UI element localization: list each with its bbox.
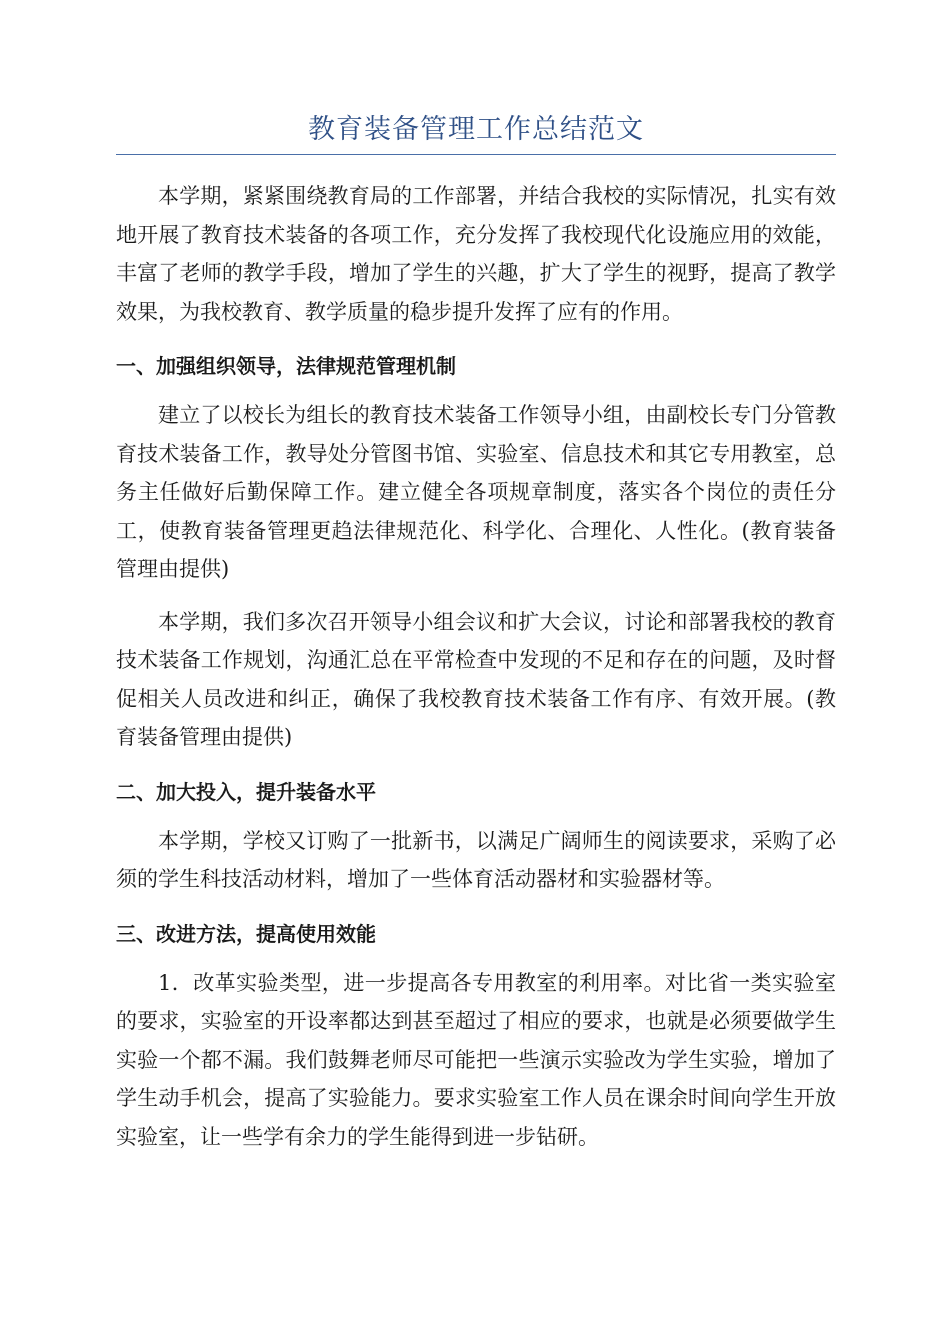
intro-paragraph: 本学期，紧紧围绕教育局的工作部署，并结合我校的实际情况，扎实有效地开展了教育技术装备的各项工作，充分发挥了我校现代化设施应用的效能，丰富了老师的教学手段，增加了学生的兴趣，扩大了学生的视野，提高了教学效果，为我校教育、教学质量的稳步提升发挥了应有的作用。 xyxy=(116,184,836,324)
section-heading-3: 三、改进方法，提高使用效能 xyxy=(116,921,376,946)
section-1-paragraph-2: 本学期，我们多次召开领导小组会议和扩大会议，讨论和部署我校的教育技术装备工作规划，沟通汇总在平常检查中发现的不足和存在的问题，及时督促相关人员改进和纠正，确保了我校教育技术装备工作有序、有效开展。(教育装备管理由提供) xyxy=(116,609,836,749)
section-1-paragraph-1: 建立了以校长为组长的教育技术装备工作领导小组，由副校长专门分管教育技术装备工作，教导处分管图书馆、实验室、信息技术和其它专用教室，总务主任做好后勤保障工作。建立健全各项规章制度，落实各个岗位的责任分工，使教育装备管理更趋法律规范化、科学化、合理化、人性化。(教育装备管理由提供) xyxy=(116,403,836,581)
section-3-paragraph-1: 1．改革实验类型，进一步提高各专用教室的利用率。对比省一类实验室的要求，实验室的开设率都达到甚至超过了相应的要求，也就是必须要做学生实验一个都不漏。我们鼓舞老师尽可能把一些演示实验改为学生实验，增加了学生动手机会，提高了实验能力。要求实验室工作人员在课余时间向学生开放实验室，让一些学有余力的学生能得到进一步钻研。 xyxy=(116,970,836,1149)
document-title: 教育装备管理工作总结范文 xyxy=(116,110,836,155)
section-2-paragraph-1: 本学期，学校又订购了一批新书，以满足广阔师生的阅读要求，采购了必须的学生科技活动材料，增加了一些体育活动器材和实验器材等。 xyxy=(116,828,836,891)
section-heading-2: 二、加大投入，提升装备水平 xyxy=(116,779,376,804)
document-page xyxy=(116,110,836,1156)
paragraph-gap xyxy=(116,589,836,603)
section-heading-1: 一、加强组织领导，法律规范管理机制 xyxy=(116,354,456,378)
